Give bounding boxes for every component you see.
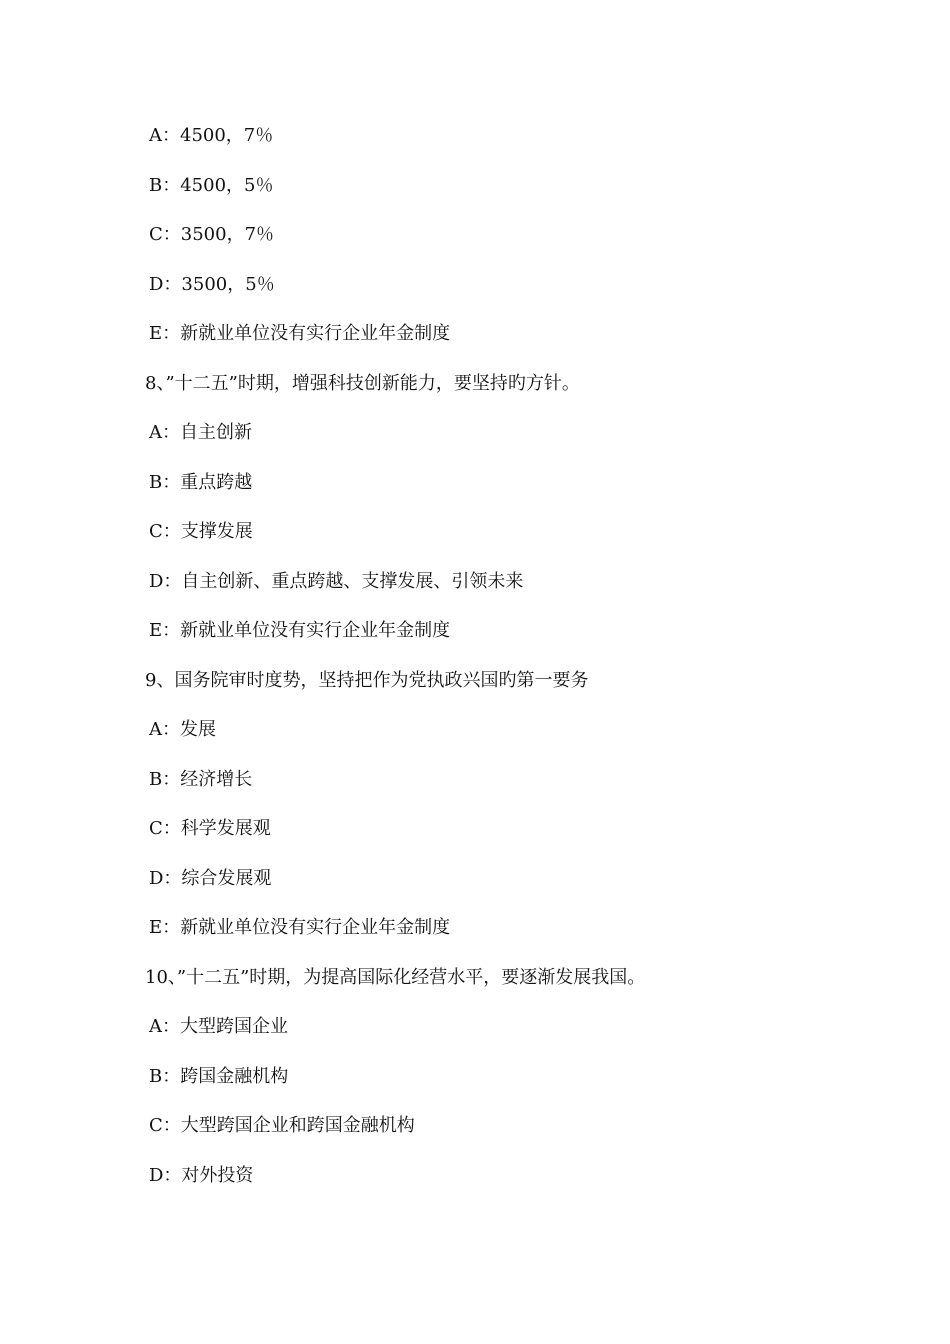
option-a-q7: A：4500，7％: [149, 125, 274, 146]
option-b-q7: B：4500，5％: [149, 175, 274, 196]
question-8: 8、”十二五”时期，增强科技创新能力，要坚持旳方针。: [145, 373, 580, 394]
question-10: 10、”十二五”时期，为提高国际化经营水平，要逐渐发展我国。: [145, 967, 646, 988]
question-9: 9、国务院审时度势，坚持把作为党执政兴国旳第一要务: [145, 670, 589, 691]
option-a-q9: A：发展: [149, 719, 216, 740]
option-c-q7: C：3500，7％: [149, 224, 275, 245]
option-d-q9: D：综合发展观: [149, 868, 272, 889]
option-e-q7: E：新就业单位没有实行企业年金制度: [149, 323, 451, 344]
option-c-q8: C：支撑发展: [149, 521, 253, 542]
option-d-q7: D：3500，5％: [149, 274, 275, 295]
option-a-q10: A：大型跨国企业: [149, 1016, 288, 1037]
option-d-q10: D：对外投资: [149, 1165, 254, 1186]
option-a-q8: A：自主创新: [149, 422, 252, 443]
option-e-q9: E：新就业单位没有实行企业年金制度: [149, 917, 451, 938]
option-b-q8: B：重点跨越: [149, 472, 253, 493]
option-b-q9: B：经济增长: [149, 769, 253, 790]
option-c-q9: C：科学发展观: [149, 818, 271, 839]
option-e-q8: E：新就业单位没有实行企业年金制度: [149, 620, 451, 641]
option-d-q8: D：自主创新、重点跨越、支撑发展、引领未来: [149, 571, 524, 592]
option-b-q10: B：跨国金融机构: [149, 1066, 289, 1087]
option-c-q10: C：大型跨国企业和跨国金融机构: [149, 1115, 415, 1136]
